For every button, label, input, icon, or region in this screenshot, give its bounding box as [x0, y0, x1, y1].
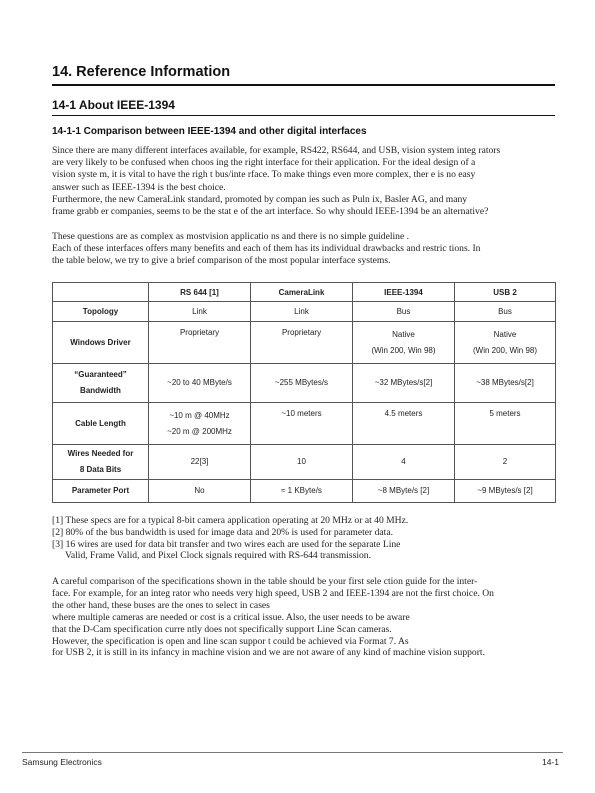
footnotes	[52, 515, 555, 562]
row-header: Topology	[53, 302, 149, 322]
table-cell: 4.5 meters	[353, 403, 455, 445]
table-cell: ~32 MBytes/s[2]	[353, 364, 455, 403]
header-cell-cameralink: CameraLink	[251, 283, 353, 302]
table-cell: ~38 MBytes/s[2]	[455, 364, 556, 403]
closing-line: face. For example, for an integ rator who needs very high speed, USB 2 and IEEE-1394 are not the first choice. On	[52, 587, 494, 599]
table-cell: 10	[251, 445, 353, 480]
question-line: the table below, we try to give a brief comparison of the most popular interface systems.	[52, 255, 391, 267]
footnote: [2] 80% of the bus bandwidth is used for image data and 20% is used for parameter data.	[52, 526, 394, 538]
footer-company: Samsung Electronics	[22, 757, 102, 767]
intro-line: are very likely to be confused when choos ing the right interface for their application. For the ideal design of a	[52, 157, 476, 169]
row-header: “Guaranteed” Bandwidth	[53, 364, 149, 403]
intro-line: answer such as IEEE-1394 is the best choice.	[52, 181, 226, 193]
page-number: 14-1	[541, 757, 559, 767]
header-cell-ieee1394: IEEE-1394	[353, 283, 455, 302]
table-cell: Native (Win 200, Win 98)	[353, 322, 455, 364]
table-cell: 5 meters	[455, 403, 556, 445]
closing-line: the other hand, these buses are the ones to select in cases	[52, 599, 270, 611]
row-header: Wires Needed for 8 Data Bits	[53, 445, 149, 480]
question-paragraph	[52, 231, 555, 268]
row-header: Cable Length	[53, 403, 149, 445]
table-cell: Link	[149, 302, 251, 322]
table-cell: No	[149, 480, 251, 503]
table-cell: 2	[455, 445, 556, 480]
header-cell-rs644: RS 644 [1]	[149, 283, 251, 302]
table-cell: 22[3]	[149, 445, 251, 480]
intro-line: Since there are many different interfaces available, for example, RS422, RS644, and USB, vision system integ rators	[52, 145, 501, 156]
table-header-row	[53, 283, 556, 302]
header-cell-blank	[53, 283, 149, 302]
footnote: Valid, Frame Valid, and Pixel Clock signals required with RS-644 transmission.	[65, 550, 371, 562]
table-row-topology	[53, 302, 556, 322]
table-cell: Proprietary	[149, 322, 251, 364]
chapter-title: 14. Reference Information	[52, 64, 231, 80]
footer-rule	[22, 752, 563, 753]
table-cell: ≈ 1 KByte/s	[251, 480, 353, 503]
intro-line: vision syste m, it is vital to have the righ t bus/inte rface. To make things even more complex, ther e is no easy	[52, 169, 476, 181]
table-cell: ~9 MBytes/s [2]	[455, 480, 556, 503]
footnote: [3] 16 wires are used for data bit transfer and two wires each are used for the separate Line	[52, 538, 401, 550]
closing-line: However, the specification is open and line scan suppor t could be achieved via Format 7. As	[52, 635, 409, 647]
header-cell-usb2: USB 2	[455, 283, 556, 302]
table-row-wires	[53, 445, 556, 480]
comparison-table	[52, 282, 556, 503]
table-row-bandwidth	[53, 364, 556, 403]
table-cell: ~255 MBytes/s	[251, 364, 353, 403]
closing-line: A careful comparison of the specifications shown in the table should be your first sele ction guide for the inter-	[52, 576, 478, 587]
table-row-cable-length	[53, 403, 556, 445]
row-header: Windows Driver	[53, 322, 149, 364]
table-cell: Bus	[353, 302, 455, 322]
subsection-title: 14-1-1 Comparison between IEEE-1394 and other digital interfaces	[52, 126, 367, 137]
section-title: 14-1 About IEEE-1394	[52, 98, 175, 112]
closing-line: that the D-Cam specification curre ntly does not specifically support Line Scan cameras.	[52, 623, 392, 635]
closing-paragraph	[52, 576, 555, 659]
intro-line: frame grabb er companies, seems to be the stat e of the art interface. So why should IEEE-1394 be an alternative?	[52, 206, 489, 218]
table-cell: ~10 meters	[251, 403, 353, 445]
section-rule	[52, 115, 555, 116]
table-cell: ~20 to 40 MByte/s	[149, 364, 251, 403]
table-cell: 4	[353, 445, 455, 480]
intro-line: Furthermore, the new CameraLink standard, promoted by compan ies such as Puln ix, Basler AG, and many	[52, 193, 468, 205]
chapter-rule	[52, 84, 555, 86]
table-cell: Link	[251, 302, 353, 322]
footnote: [1] These specs are for a typical 8-bit camera application operating at 20 MHz or at 40 MHz.	[52, 515, 409, 526]
table-cell: Native (Win 200, Win 98)	[455, 322, 556, 364]
table-cell: Bus	[455, 302, 556, 322]
table-row-windows-driver	[53, 322, 556, 364]
intro-paragraph	[52, 145, 555, 218]
closing-line: for USB 2, it is still in its infancy in machine vision and we are not aware of any kind of machine vision support.	[52, 647, 485, 659]
question-line: Each of these interfaces offers many benefits and each of them has its individual drawbacks and restric tions. In	[52, 243, 481, 255]
table-cell: Proprietary	[251, 322, 353, 364]
table-row-parameter-port	[53, 480, 556, 503]
question-line: These questions are as complex as mostvision applicatio ns and there is no simple guideline .	[52, 231, 410, 242]
table-cell: ~10 m @ 40MHz ~20 m @ 200MHz	[149, 403, 251, 445]
closing-line: where multiple cameras are needed or cost is a critical issue. Also, the user needs to be aware	[52, 611, 410, 623]
table-cell: ~8 MByte/s [2]	[353, 480, 455, 503]
row-header: Parameter Port	[53, 480, 149, 503]
